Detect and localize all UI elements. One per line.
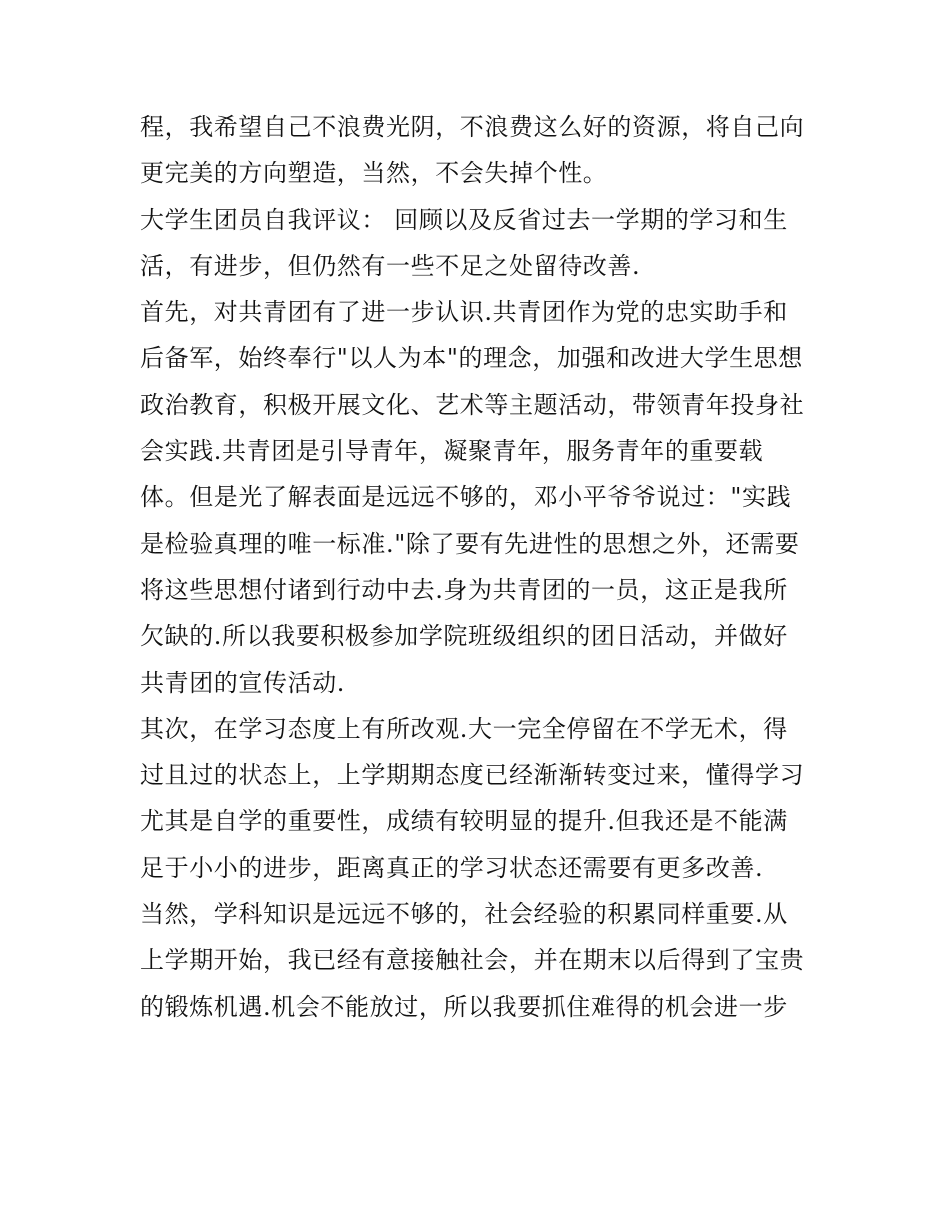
text-line: 更完美的方向塑造，当然，不会失掉个性。 [140, 159, 608, 188]
text-line: 欠缺的.所以我要积极参加学院班级组织的团日活动，并做好 [140, 622, 788, 651]
text-line: 活，有进步，但仍然有一些不足之处留待改善. [140, 251, 641, 280]
document-body [140, 104, 820, 1030]
text-line: 共青团的宣传活动. [140, 668, 346, 697]
text-line: 尤其是自学的重要性，成绩有较明显的提升.但我还是不能满 [140, 807, 788, 836]
text-line: 体。但是光了解表面是远远不够的，邓小平爷爷说过："实践 [140, 483, 792, 512]
text-line: 是检验真理的唯一标准."除了要有先进性的思想之外，还需要 [140, 529, 800, 558]
text-line: 程，我希望自己不浪费光阴，不浪费这么好的资源，将自己向 [140, 113, 805, 141]
text-line: 政治教育，积极开展文化、艺术等主题活动，带领青年投身社 [140, 390, 805, 419]
text-line: 大学生团员自我评议： 回顾以及反省过去一学期的学习和生 [140, 205, 788, 234]
text-line: 会实践.共青团是引导青年，凝聚青年，服务青年的重要载 [140, 437, 764, 466]
text-line: 其次，在学习态度上有所改观.大一完全停留在不学无术，得 [140, 714, 788, 743]
text-line: 过且过的状态上，上学期期态度已经渐渐转变过来，懂得学习 [140, 761, 805, 790]
text-line: 的锻炼机遇.机会不能放过，所以我要抓住难得的机会进一步 [140, 992, 788, 1021]
text-line: 足于小小的进步，距离真正的学习状态还需要有更多改善. [140, 853, 764, 882]
text-line: 后备军，始终奉行"以人为本"的理念，加强和改进大学生思想 [140, 344, 803, 373]
text-line: 将这些思想付诸到行动中去.身为共青团的一员，这正是我所 [140, 575, 788, 604]
text-line: 上学期开始，我已经有意接触社会，并在期末以后得到了宝贵 [140, 946, 805, 975]
text-line: 首先，对共青团有了进一步认识.共青团作为党的忠实助手和 [140, 298, 788, 327]
text-line: 当然，学科知识是远远不够的，社会经验的积累同样重要.从 [140, 900, 788, 929]
